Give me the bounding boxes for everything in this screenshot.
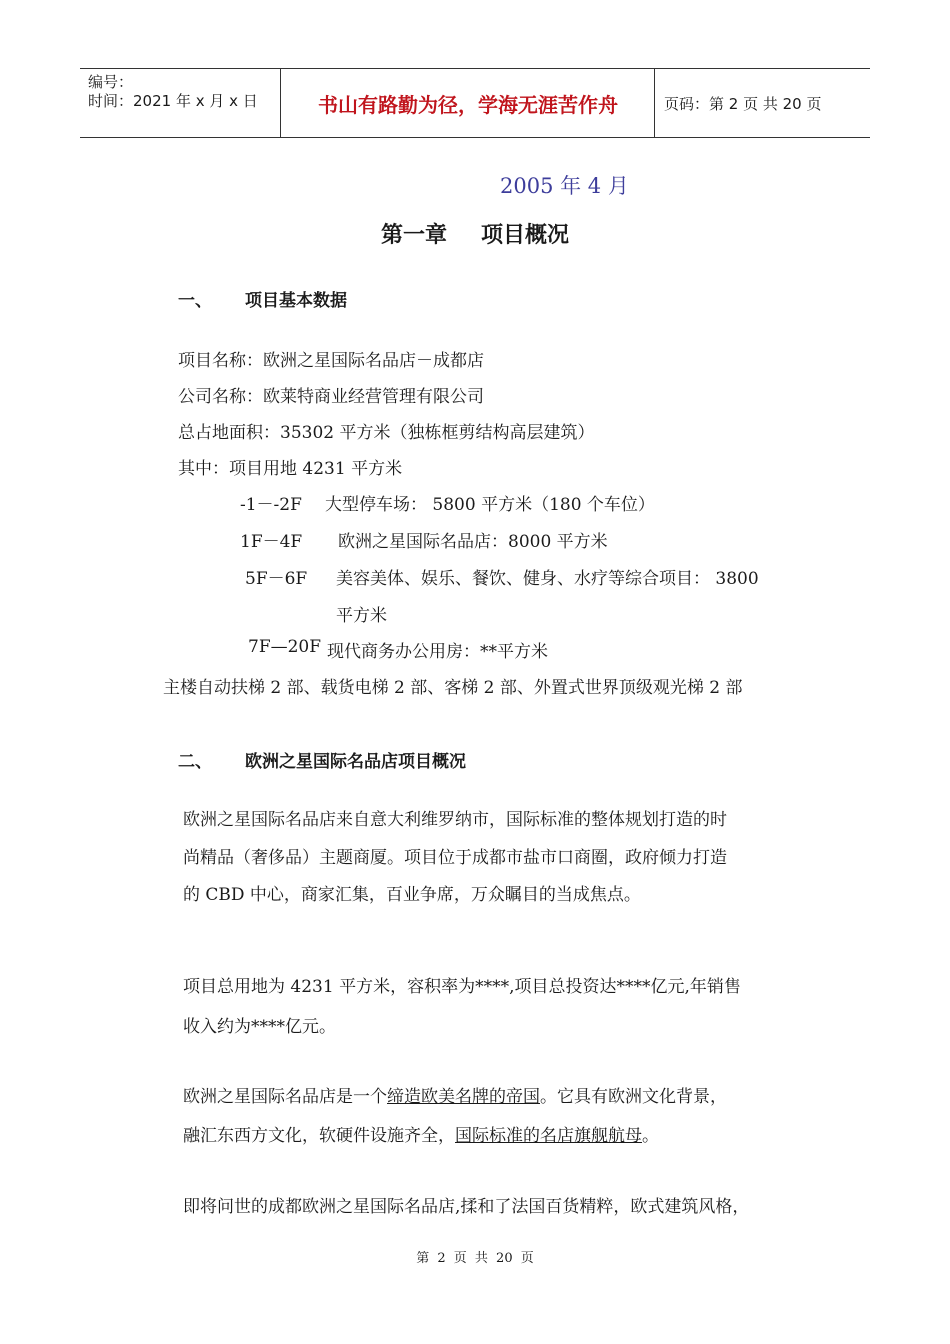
text-run: 。它具有欧洲文化背景， [540,1087,727,1107]
section-title: 项目基本数据 [245,291,347,311]
header-page-info: 页码：第 2 页 共 20 页 [664,94,822,113]
floor-label: 7F—20F [248,637,322,657]
paragraph-line: 尚精品（奢侈品）主题商厦。项目位于成都市盐市口商圈，政府倾力打造 [183,848,727,868]
text-run: 融汇东西方文化，软硬件设施齐全， [183,1126,455,1146]
paragraph-line: 其中：项目用地 4231 平方米 [178,459,403,479]
paragraph-line [183,1121,659,1146]
paragraph-line: 公司名称：欧莱特商业经营管理有限公司 [178,387,484,407]
paragraph-line: 的 CBD 中心，商家汇集，百业争席，万众瞩目的当成焦点。 [183,885,641,905]
paragraph-line: 项目名称：欧洲之星国际名品店－成都店 [178,351,484,371]
floor-description: 美容美体、娱乐、餐饮、健身、水疗等综合项目： 3800 [336,569,759,589]
section-heading [178,286,347,311]
underlined-phrase: 国际标准的名店旗舰航母 [455,1126,642,1146]
text-run: 。 [642,1126,659,1146]
text-run: 欧洲之星国际名品店是一个 [183,1087,387,1107]
elevators-line: 主楼自动扶梯 2 部、载货电梯 2 部、客梯 2 部、外置式世界顶级观光梯 2 部 [163,678,743,698]
paragraph-line: 总占地面积：35302 平方米（独栋框剪结构高层建筑） [178,423,595,443]
section-number: 二、 [178,752,212,772]
floor-label: -1－-2F [240,495,302,515]
header-time-label: 时间：2021 年 x 月 x 日 [88,92,258,110]
floor-description-cont: 平方米 [336,606,387,626]
paragraph-line: 欧洲之星国际名品店来自意大利维罗纳市，国际标准的整体规划打造的时 [183,810,727,830]
underlined-phrase: 缔造欧美名牌的帝国 [387,1087,540,1107]
floor-description: 现代商务办公用房：**平方米 [327,642,548,662]
header-motto: 书山有路勤为径，学海无涯苦作舟 [282,69,655,137]
header-meta-cell [80,69,281,137]
document-header [80,68,870,138]
chapter-title: 项目概况 [481,223,570,248]
chapter-label: 第一章 [380,223,447,248]
floor-label: 1F－4F [240,532,303,552]
page-footer: 第 2 页 共 20 页 [416,1251,534,1266]
section-heading [178,747,466,772]
paragraph-line: 即将问世的成都欧洲之星国际名品店,揉和了法国百货精粹，欧式建筑风格， [183,1197,750,1217]
chapter-heading [0,218,950,249]
section-number: 一、 [178,291,212,311]
document-date: 2005 年 4 月 [500,174,629,198]
floor-description: 欧洲之星国际名品店：8000 平方米 [338,532,608,552]
floor-description: 大型停车场： 5800 平方米（180 个车位） [325,495,655,515]
paragraph-line [183,1082,727,1107]
header-number-label: 编号： [88,73,134,91]
section-title: 欧洲之星国际名品店项目概况 [245,752,466,772]
paragraph-line: 收入约为****亿元。 [183,1017,336,1037]
floor-label: 5F－6F [245,569,308,589]
paragraph-line: 项目总用地为 4231 平方米，容积率为****,项目总投资达****亿元,年销售 [183,977,741,997]
